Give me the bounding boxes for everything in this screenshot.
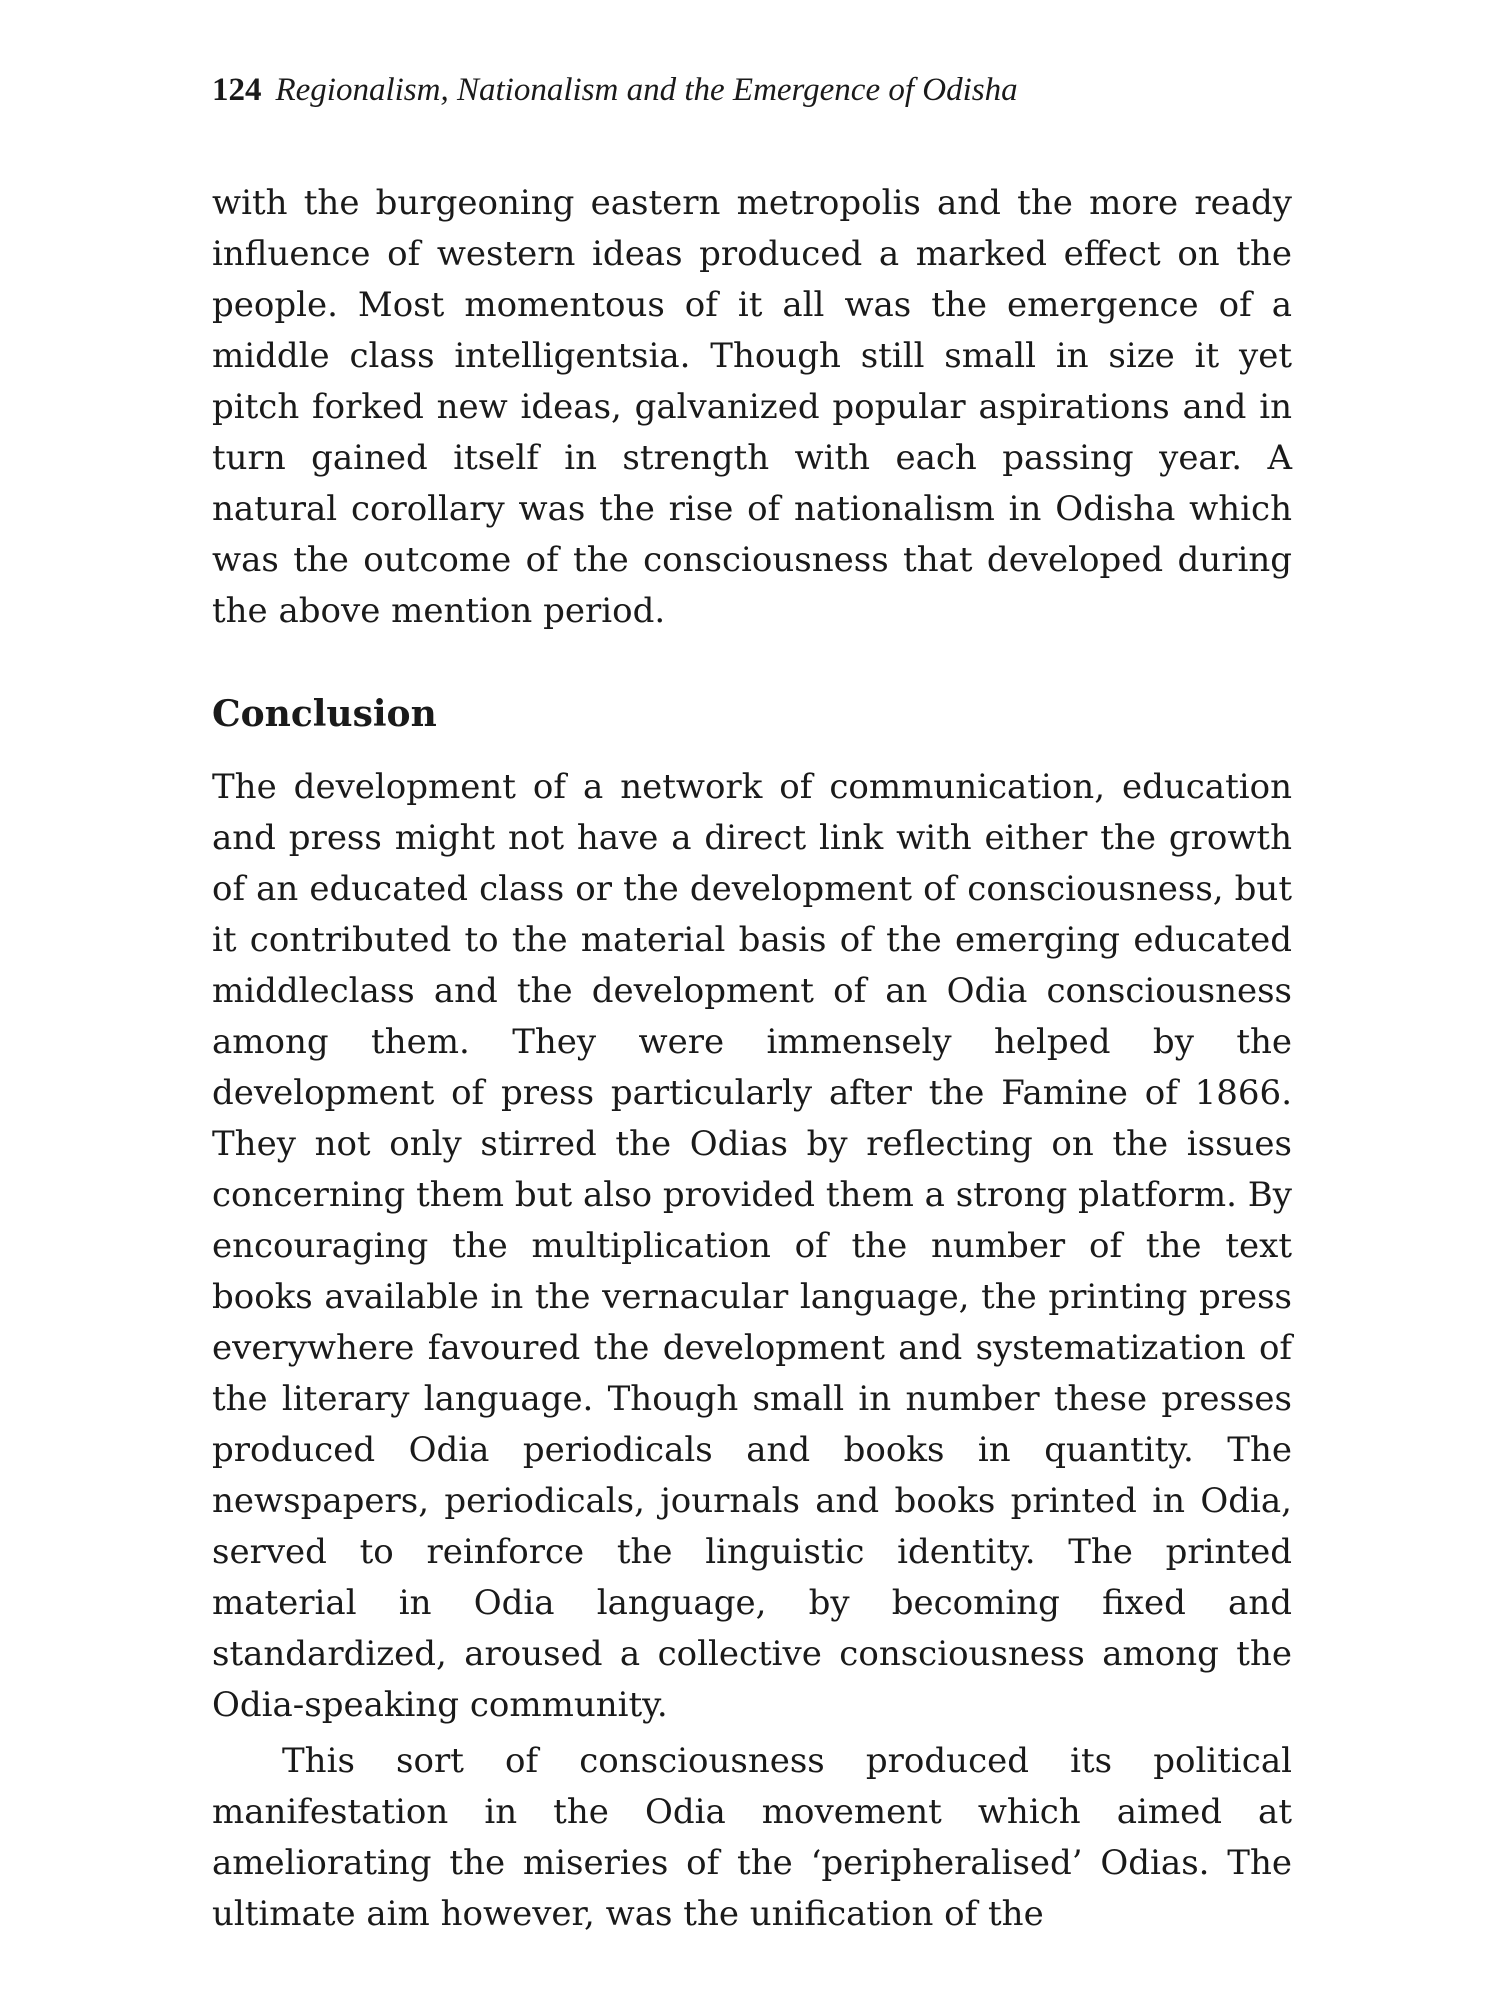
paragraph-2: The development of a network of communication, education and press might not have a direct link with either the growth of an educated class or the development of consciousness, but it contributed to the material basis of the emerging educated middleclass and the development of an Odia consciousness among them. They were immensely helped by the development of press particularly after the Famine of 1866. They not only stirred the Odias by reflecting on the issues concerning them but also provided them a strong platform. By encouraging the multiplication of the number of the text books available in the vernacular language, the printing press everywhere favoured the development and systematization of the literary language. Though small in number these presses produced Odia periodicals and books in quantity. The newspapers, periodicals, journals and books printed in Odia, served to reinforce the linguistic identity. The printed material in Odia language, by becoming fixed and standardized, aroused a collective consciousness among the Odia-speaking community. (212, 767, 1292, 1725)
section-heading-conclusion: Conclusion (212, 693, 437, 735)
running-head (212, 68, 1292, 112)
paragraph-3: This sort of consciousness produced its political manifestation in the Odia movement which aimed at ameliorating the miseries of the ‘peripheralised’ Odias. The ultimate aim however, was the unification of the (212, 1741, 1292, 1934)
page-number: 124 (212, 72, 262, 108)
book-title: Regionalism, Nationalism and the Emergence of Odisha (275, 72, 1018, 108)
paragraph-1: with the burgeoning eastern metropolis and the more ready influence of western ideas produced a marked effect on the people. Most momentous of it all was the emergence of a middle class intelligentsia. Though still small in size it yet pitch forked new ideas, galvanized popular aspirations and in turn gained itself in strength with each passing year. A natural corollary was the rise of nationalism in Odisha which was the outcome of the consciousness that developed during the above mention period. (212, 183, 1292, 631)
